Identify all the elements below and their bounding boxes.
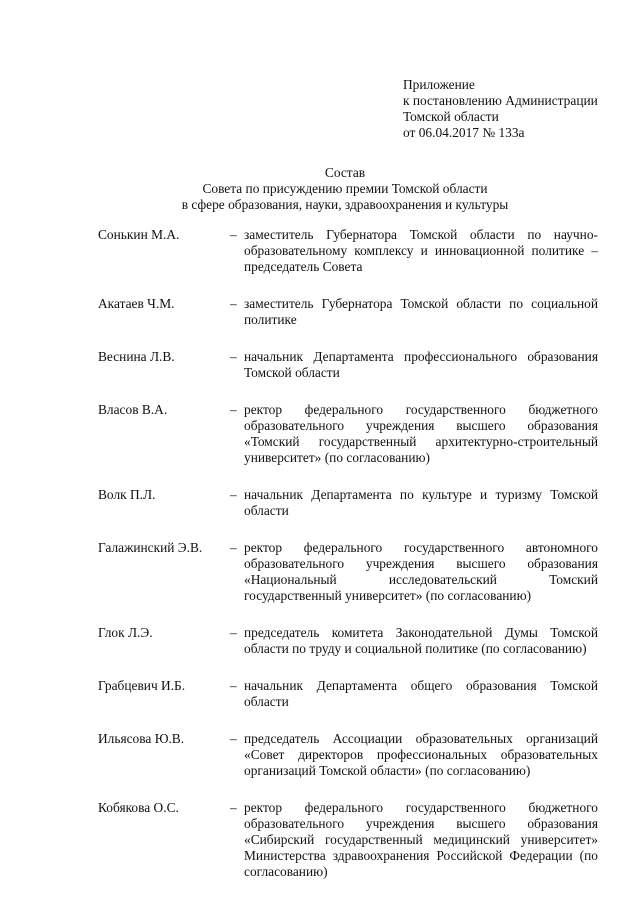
member-dash: –	[230, 487, 237, 502]
member-description: ректор федерального государственного бюджетного образовательного учреждения высшего образования «Сибирский государственный медицинский университет» Министерства здравоохранения Российской Федерации (по согласованию)	[244, 800, 598, 879]
member-description: начальник Департамента по культуре и туризму Томской области	[244, 487, 598, 518]
member-dash: –	[230, 678, 237, 693]
member-name: Глок Л.Э.	[98, 625, 153, 640]
member-dash: –	[230, 296, 237, 311]
member-name: Ильясова Ю.В.	[98, 731, 185, 746]
member-name: Грабцевич И.Б.	[98, 678, 186, 693]
member-name: Акатаев Ч.М.	[98, 296, 175, 311]
members-list	[98, 227, 598, 901]
member-description: заместитель Губернатора Томской области по социальной политике	[244, 296, 598, 327]
member-entry	[98, 800, 598, 880]
member-entry	[98, 487, 598, 519]
member-name: Волк П.Л.	[98, 487, 156, 502]
title-line: Совета по присуждению премии Томской области	[202, 181, 488, 196]
member-name: Веснина Л.В.	[98, 349, 175, 364]
member-description: ректор федерального государственного автономного образовательного учреждения высшего образования «Национальный исследовательский Томский государственный университет» (по согласованию)	[244, 540, 598, 603]
member-entry	[98, 678, 598, 710]
member-dash: –	[230, 731, 237, 746]
member-entry	[98, 540, 598, 604]
appendix-line: от 06.04.2017 № 133а	[403, 125, 525, 140]
member-description: ректор федерального государственного бюджетного образовательного учреждения высшего образования «Томский государственный архитектурно-строительный университет» (по согласованию)	[244, 402, 598, 465]
member-dash: –	[230, 349, 237, 364]
title-line: Состав	[324, 165, 366, 180]
member-dash: –	[230, 800, 237, 815]
member-description: председатель Ассоциации образовательных организаций «Совет директоров профессиональных образовательных организаций Томской области» (по согласованию)	[244, 731, 598, 778]
member-name: Сонькин М.А.	[98, 227, 180, 242]
member-description: заместитель Губернатора Томской области по научно-образовательному комплексу и инновационной политике – председатель Совета	[244, 227, 598, 274]
appendix-line: Приложение	[403, 77, 475, 92]
member-description: председатель комитета Законодательной Думы Томской области по труду и социальной политике (по согласованию)	[244, 625, 598, 656]
document-title	[100, 165, 590, 213]
member-entry	[98, 402, 598, 466]
appendix-line: Томской области	[403, 109, 499, 124]
appendix-block	[403, 77, 623, 141]
member-entry	[98, 227, 598, 275]
appendix-line: к постановлению Администрации	[403, 93, 598, 108]
member-description: начальник Департамента профессионального образования Томской области	[244, 349, 598, 380]
member-entry	[98, 731, 598, 779]
member-name: Галажинский Э.В.	[98, 540, 203, 555]
member-entry	[98, 296, 598, 328]
member-dash: –	[230, 402, 237, 417]
title-line: в сфере образования, науки, здравоохранения и культуры	[181, 197, 509, 212]
member-name: Кобякова О.С.	[98, 800, 179, 815]
member-entry	[98, 625, 598, 657]
member-dash: –	[230, 625, 237, 640]
member-name: Власов В.А.	[98, 402, 168, 417]
member-dash: –	[230, 227, 237, 242]
member-dash: –	[230, 540, 237, 555]
member-entry	[98, 349, 598, 381]
member-description: начальник Департамента общего образования Томской области	[244, 678, 598, 709]
